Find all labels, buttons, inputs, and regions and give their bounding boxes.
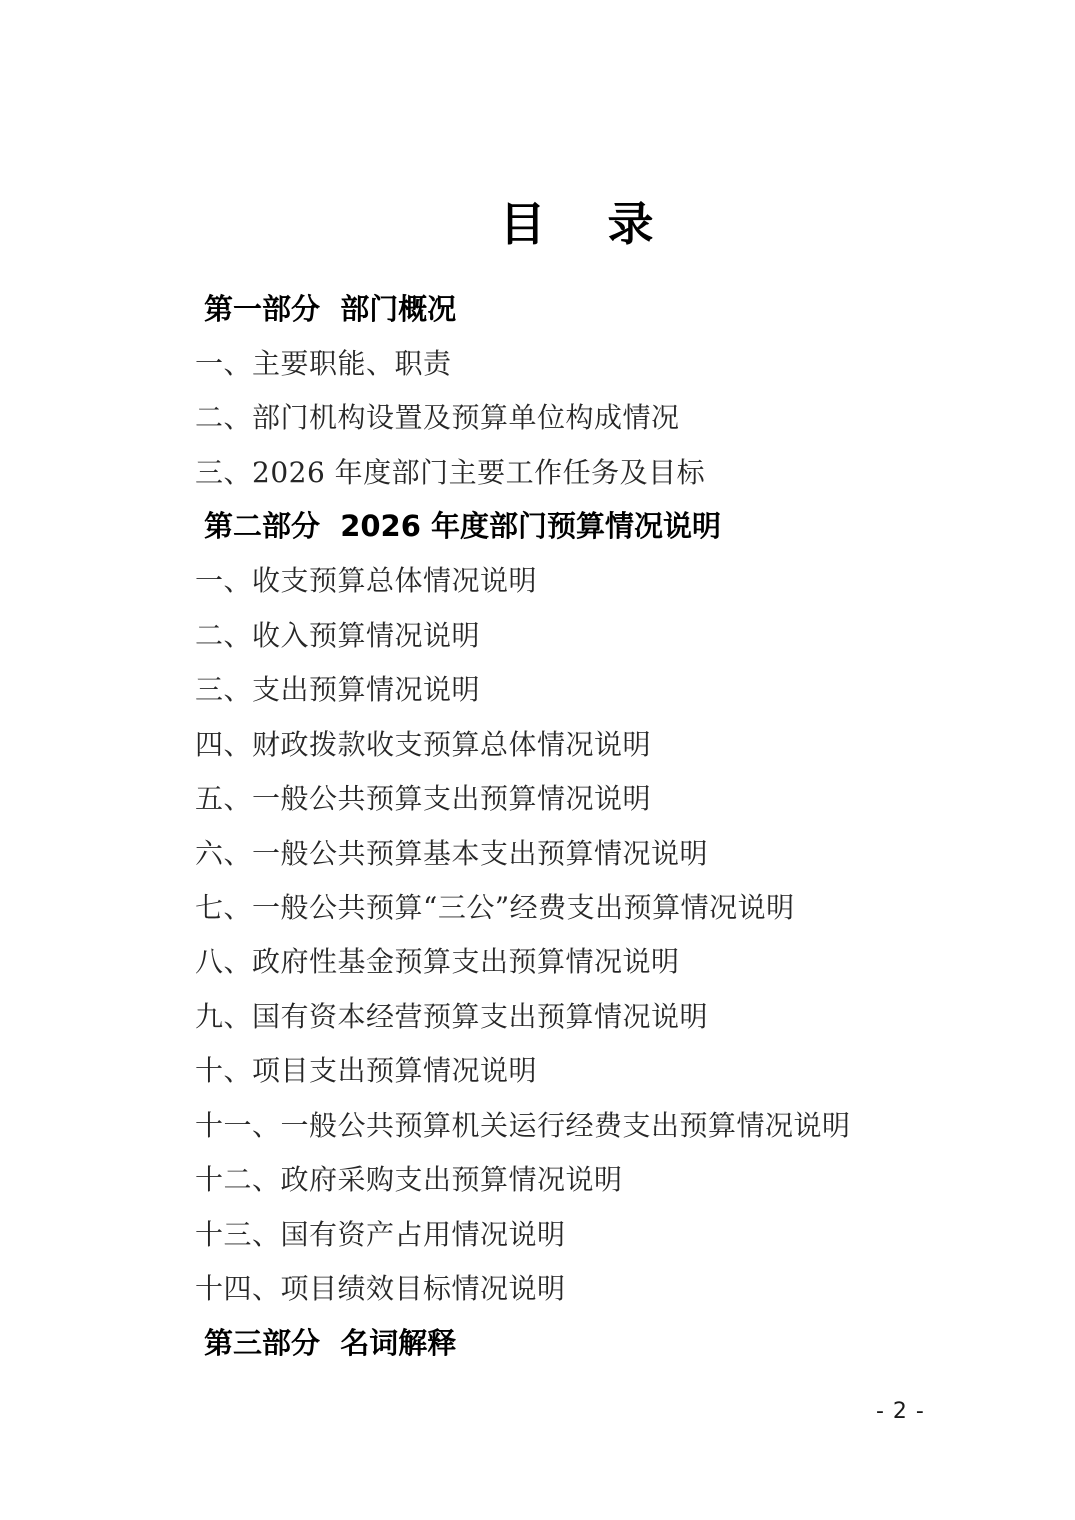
toc-entry-text: 第三部分 名词解释 [204, 1326, 457, 1361]
toc-entry-text: 第一部分 部门概况 [204, 291, 457, 326]
toc-entry-text: 九、国有资本经营预算支出预算情况说明 [195, 999, 709, 1033]
toc-entry [195, 552, 985, 606]
toc-list [195, 280, 985, 1369]
toc-entry [195, 498, 985, 552]
toc-entry-text: 十四、项目绩效目标情况说明 [195, 1272, 566, 1306]
toc-entry [195, 988, 985, 1042]
toc-entry [195, 1042, 985, 1096]
toc-entry-text: 十、项目支出预算情况说明 [195, 1054, 538, 1088]
toc-entry [195, 661, 985, 715]
toc-entry [195, 1260, 985, 1314]
toc-entry-text: 八、政府性基金预算支出预算情况说明 [195, 945, 680, 979]
toc-entry-text: 十二、政府采购支出预算情况说明 [195, 1163, 623, 1197]
toc-entry [195, 389, 985, 443]
toc-entry [195, 716, 985, 770]
toc-entry-text: 十三、国有资产占用情况说明 [195, 1217, 566, 1251]
toc-entry [195, 770, 985, 824]
toc-entry-text: 五、一般公共预算支出预算情况说明 [195, 782, 652, 816]
toc-entry-text: 七、一般公共预算“三公”经费支出预算情况说明 [195, 891, 795, 925]
toc-entry [195, 334, 985, 388]
toc-entry-text: 第二部分 2026 年度部门预算情况说明 [204, 509, 722, 544]
toc-entry [195, 1314, 985, 1368]
toc-entry [195, 1151, 985, 1205]
toc-entry [195, 443, 985, 497]
page-number: - 2 - [876, 1399, 925, 1424]
toc-entry-text: 六、一般公共预算基本支出预算情况说明 [195, 836, 709, 870]
toc-entry [195, 607, 985, 661]
toc-entry [195, 933, 985, 987]
toc-entry [195, 1097, 985, 1151]
toc-entry-text: 一、主要职能、职责 [195, 346, 452, 380]
toc-entry [195, 1205, 985, 1259]
toc-entry-text: 二、部门机构设置及预算单位构成情况 [195, 401, 680, 435]
toc-entry-text: 三、支出预算情况说明 [195, 673, 481, 707]
toc-entry-text: 十一、一般公共预算机关运行经费支出预算情况说明 [195, 1108, 851, 1142]
toc-entry-text: 一、收支预算总体情况说明 [195, 564, 538, 598]
toc-entry-text: 三、2026 年度部门主要工作任务及目标 [195, 455, 706, 489]
toc-entry-text: 四、财政拨款收支预算总体情况说明 [195, 727, 652, 761]
toc-entry [195, 879, 985, 933]
toc-entry [195, 280, 985, 334]
page-title: 目 录 [499, 197, 662, 251]
toc-entry [195, 824, 985, 878]
toc-entry-text: 二、收入预算情况说明 [195, 618, 481, 652]
